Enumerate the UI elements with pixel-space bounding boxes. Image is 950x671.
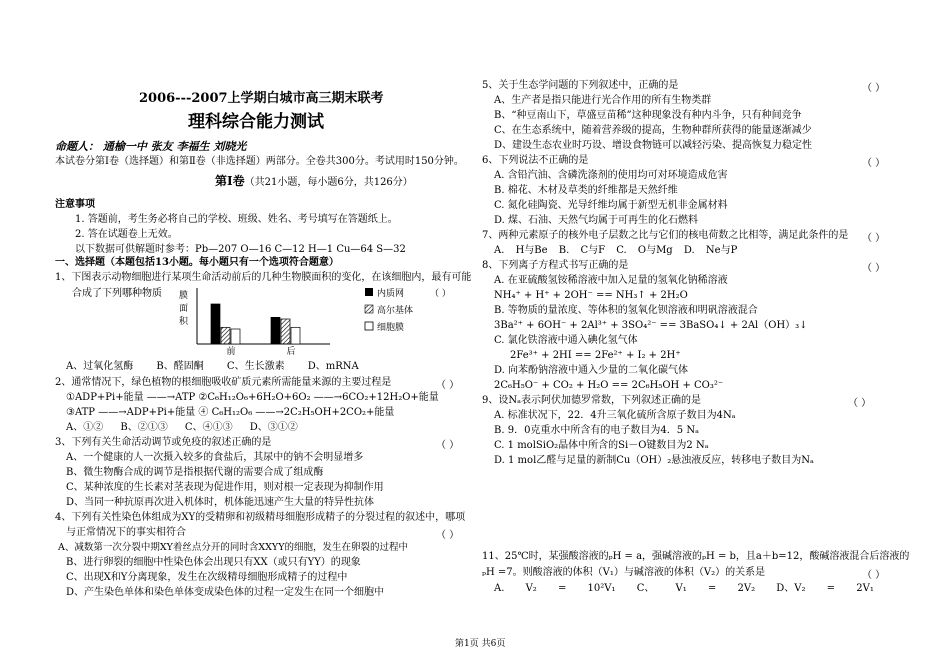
question-text: 2、通常情况下，绿色植物的根细胞吸收矿质元素所需能量来源的主要过程是 [55, 377, 392, 388]
option: D. 向苯酚钠溶液中通入少量的二氧化碳气体 [494, 365, 689, 376]
question-text: 8、下列离子方程式书写正确的是 [482, 260, 629, 271]
chart-ylabel-1: 膜 [179, 291, 189, 301]
bar-高尔基体-前 [221, 327, 230, 344]
option: A、生产者是指只能进行光合作用的所有生物类群 [494, 95, 712, 106]
answer-paren: （ ） [862, 263, 886, 274]
notes-heading: 注意事项 [55, 199, 95, 210]
option: B. 等物质的量浓度、等体积的氢氧化钡溶液和明矾溶液混合 [494, 305, 758, 316]
option: A、一个健康的人一次摄入较多的食盐后，其尿中的钠不会明显增多 [66, 452, 364, 463]
note-item: 以下数据可供解题时参考：Pb—207 O—16 C—12 H—1 Cu—64 S—32 [75, 244, 406, 255]
option: C. 氮化硅陶瓷、光导纤维均属于新型无机非金属材料 [494, 200, 728, 211]
bar-高尔基体-后 [281, 319, 290, 344]
option: D、当同一种抗原再次进入机体时，机体能迅速产生大量的特异性抗体 [66, 497, 375, 508]
answer-paren: （ ） [436, 530, 460, 541]
exam-subtitle: 理科综合能力测试 [188, 112, 324, 132]
question-options: A、过氧化氢酶 B、醛固酮 C、生长激素 D、mRNA [66, 361, 359, 372]
authors: 命题人： 通榆一中 张友 李福生 刘晓光 [55, 140, 247, 153]
legend-label: 高尔基体 [377, 306, 414, 316]
option: A. 在亚硫酸氢铵稀溶液中加入足量的氢氧化钠稀溶液 [494, 275, 728, 286]
section1-heading: 一、选择题（本题包括13小题。每小题只有一个选项符合题意） [55, 257, 339, 268]
exam-title: 2006---2007上学期白城市高三期末联考 [139, 91, 384, 106]
equation-line: 3Ba²⁺ + 6OH⁻ + 2Al³⁺ + 3SO₄²⁻ == 3BaSO₄↓ + 2Al（OH）₃↓ [494, 320, 808, 331]
legend-swatch-solid [365, 288, 373, 296]
question-text: 1、下图表示动物细胞进行某项生命活动前后的几种生物膜面积的变化，在该细胞内，最有可能 [55, 272, 472, 283]
equation-line: ①ADP+Pi+能量 ——→ATP ②C₆H₁₂O₆+6H₂O+6O₂ ——→6CO₂+12H₂O+能量 [66, 392, 439, 403]
part1-heading [215, 175, 413, 189]
option: A. 含铅汽油、含磷洗涤剂的使用均可对环境造成危害 [494, 170, 728, 181]
bar-内质网-后 [271, 317, 280, 344]
equation-line: NH₄⁺ + H⁺ + 2OH⁻ == NH₃↑ + 2H₂O [494, 290, 688, 301]
option: C. 1 molSiO₂晶体中所含的Si－O键数目为2 Nₐ [494, 440, 709, 451]
question-options: A、①② B、②①③ C、④①③ D、③①② [66, 422, 298, 433]
legend-swatch-empty [365, 322, 373, 330]
question-text: 3、下列有关生命活动调节或免疫的叙述正确的是 [55, 437, 272, 448]
chart-category-label: 后 [286, 347, 296, 356]
question-options: A. V₂ = 10²V₁ C、 V₁ = 2V₂ D、V₂ = 2V₁ [494, 583, 874, 594]
chart-ylabel-2: 面 [179, 304, 189, 314]
question-text: 7、两种元素原子的核外电子层数之比与它们的核电荷数之比相等，满足此条件的是 [482, 230, 849, 241]
option: C、在生态系统中，随着营养级的提高，生物种群所获得的能量逐渐减少 [494, 125, 812, 136]
option: C. 氯化铁溶液中通入碘化氢气体 [494, 335, 638, 346]
option: D. 煤、石油、天然气均属于可再生的化石燃料 [494, 215, 699, 226]
answer-paren: （ ） [430, 289, 451, 299]
option: D、建设生态农业时巧设、增设食物链可以减轻污染、提高恢复力稳定性 [494, 140, 813, 151]
question-text: 合成了下列哪种物质 [72, 288, 162, 299]
option: C、出现X和Y分离现象，发生在次级精母细胞形成精子的过程中 [66, 572, 348, 583]
answer-paren: （ ） [862, 570, 886, 581]
option: B、进行卵裂的细胞中性染色体会出现只有XX（或只有YY）的现象 [66, 557, 361, 568]
option: C、某种浓度的生长素对茎表现为促进作用，则对根一定表现为抑制作用 [66, 482, 384, 493]
equation-line: 2C₆H₅O⁻ + CO₂ + H₂O == 2C₆H₅OH + CO₃²⁻ [494, 380, 724, 391]
question-options: A. H与Be B. C与F C. O与Mg D. Ne与P [494, 245, 738, 256]
option: D、产生染色单体和染色单体变成染色体的过程一定发生在同一个细胞中 [66, 587, 385, 598]
option: A、减数第一次分裂中期XY着丝点分开的同时含XXYY的细胞，发生在卵裂的过程中 [58, 542, 408, 553]
page-footer: 第1页 共6页 [455, 639, 506, 649]
intro-text: 本试卷分第Ⅰ卷（选择题）和第Ⅱ卷（非选择题）两部分。全卷共300分。考试用时150分钟。 [55, 156, 464, 167]
note-item: 1. 答题前，考生务必将自己的学校、班级、姓名、考号填写在答题纸上。 [75, 214, 398, 225]
option: B、“种豆南山下，草盛豆苗稀”这种现象没有种内斗争，只有种间竞争 [494, 110, 802, 121]
legend-label: 内质网 [377, 289, 405, 299]
membrane-area-chart [175, 286, 465, 356]
legend-swatch-hatched [365, 305, 373, 313]
legend-label: 细胞膜 [377, 323, 405, 333]
question-text: 5、关于生态学问题的下列叙述中，正确的是 [482, 80, 679, 91]
option: B、微生物酶合成的调节是指根据代谢的需要合成了组成酶 [66, 467, 324, 478]
question-text: 4、下列有关性染色体组成为XY的受精卵和初级精母细胞形成精子的分裂过程的叙述中，哪项 [55, 512, 466, 523]
answer-paren: （ ） [436, 440, 460, 451]
answer-paren: （ ） [436, 380, 460, 391]
equation-line: 2Fe³⁺ + 2HI == 2Fe²⁺ + I₂ + 2H⁺ [510, 350, 681, 361]
question-text: 与正常情况下的事实相符合 [66, 527, 186, 538]
answer-paren: （ ） [862, 233, 886, 244]
bar-细胞膜-后 [291, 327, 300, 344]
bar-内质网-前 [211, 304, 220, 344]
question-text: 6、下列说法不正确的是 [482, 155, 589, 166]
answer-paren: （ ） [848, 398, 872, 409]
question-text: ₚH =7。则酸溶液的体积（V₁）与碱溶液的体积（V₂）的关系是 [482, 567, 766, 578]
part1-title: 第Ⅰ卷 [215, 174, 245, 188]
answer-paren: （ ） [862, 158, 886, 169]
option: B. 棉花、木材及草类的纤维都是天然纤维 [494, 185, 678, 196]
option: D. 1 mol乙醛与足量的新制Cu（OH）₂悬浊液反应，转移电子数目为Nₐ [494, 455, 814, 466]
chart-category-label: 前 [226, 347, 236, 356]
note-item: 2. 答在试题卷上无效。 [75, 229, 178, 240]
part1-note: （共21小题，每小题6分，共126分） [244, 177, 413, 188]
question-text: 11、25℃时，某强酸溶液的ₚH = a，强碱溶液的ₚH = b，且a＋b=12，酸碱溶液混合后溶液的 [482, 551, 910, 562]
equation-line: ③ATP ——→ADP+Pi+能量 ④ C₆H₁₂O₆ ——→2C₂H₅OH+2CO₂+能量 [66, 407, 395, 418]
option: A. 标准状况下，22．4升三氧化硫所含原子数目为4Nₐ [494, 410, 736, 421]
chart-ylabel-3: 积 [179, 317, 189, 327]
option: B. 9．0克重水中所含有的电子数目为4．5 Nₐ [494, 425, 699, 436]
question-text: 9、设Nₐ表示阿伏加德罗常数，下列叙述正确的是 [482, 395, 701, 406]
answer-paren: （ ） [862, 83, 886, 94]
bar-细胞膜-前 [231, 329, 240, 344]
